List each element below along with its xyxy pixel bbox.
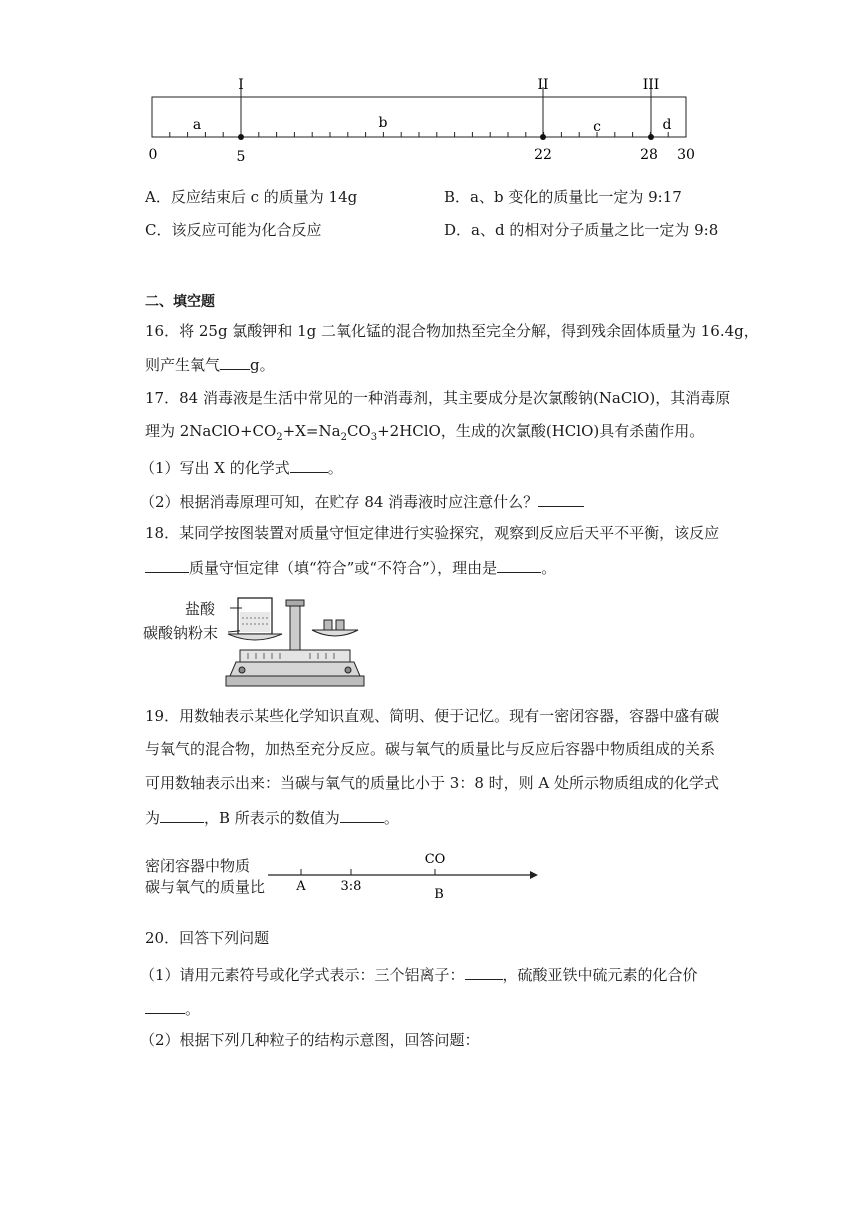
q20-part1: [140, 963, 698, 985]
q18-line2: [145, 556, 556, 578]
base: [230, 662, 360, 676]
q20-part1-mid: ，硫酸亚铁中硫元素的化合价: [502, 966, 698, 984]
q15-option-c: C．该反应可能为化合反应: [145, 221, 322, 239]
point-5: [238, 134, 244, 140]
axis-arrow: [530, 871, 538, 879]
q19-blank-b[interactable]: [340, 806, 384, 823]
q17-eq-part2: +X=Na: [282, 422, 341, 440]
q16-line2-unit: g。: [250, 356, 275, 374]
q17-sub-co3: 3: [370, 432, 378, 443]
tick-label-28: 28: [640, 147, 658, 163]
tick-label-30: 30: [677, 147, 695, 163]
q20-part1-end: 。: [185, 1000, 201, 1018]
balance-label-powder: 碳酸钠粉末: [143, 624, 219, 642]
tick-label-5: 5: [236, 149, 246, 165]
axis-label-ratio: 碳与氧气的质量比: [145, 878, 266, 896]
q18-blank2[interactable]: [497, 556, 541, 573]
roman-label-III: III: [642, 77, 660, 93]
number-axis-figure: [268, 846, 544, 904]
roman-label-I: I: [238, 77, 244, 93]
q16-answer-blank[interactable]: [220, 353, 250, 370]
segment-label-a: a: [192, 117, 202, 133]
q17-eq-part4: +2HClO，生成的次氯酸(HClO)具有杀菌作用。: [377, 422, 705, 440]
axis-label-B: B: [434, 887, 444, 902]
point-22: [540, 134, 546, 140]
q20-blank2[interactable]: [145, 997, 185, 1014]
ruler-box: [152, 97, 686, 137]
q20-title: 20．回答下列问题: [145, 929, 270, 947]
point-28: [648, 134, 654, 140]
q15-option-d: D．a、d 的相对分子质量之比一定为 9:8: [444, 221, 719, 239]
q19-line4: [145, 806, 399, 828]
q20-part1-text: （1）请用元素符号或化学式表示：三个铝离子：: [140, 966, 465, 984]
q17-sub-co2: 2: [276, 432, 283, 443]
q20-part2: （2）根据下列几种粒子的结构示意图，回答问题：: [140, 1031, 480, 1049]
q18-blank1[interactable]: [145, 556, 189, 573]
balance-figure: [220, 590, 365, 690]
q18-line1: 18．某同学按图装置对质量守恒定律进行实验探究，观察到反应后天平不平衡，该反应: [145, 524, 720, 542]
q19-line2: 与氧气的混合物，加热至充分反应。碳与氧气的质量比与反应后容器中物质组成的关系: [145, 740, 716, 758]
q17-part2-text: （2）根据消毒原理可知，在贮存 84 消毒液时应注意什么？: [140, 493, 539, 511]
mass-ruler-figure: [140, 70, 710, 170]
q16-line2: [145, 353, 275, 375]
pillar: [290, 604, 300, 654]
weight-1: [324, 620, 332, 630]
beam: [240, 650, 350, 662]
q17-part2-blank[interactable]: [538, 490, 584, 507]
segment-label-b: b: [378, 115, 388, 131]
q19-line1: 19．用数轴表示某些化学知识直观、简明、便于记忆。现有一密闭容器，容器中盛有碳: [145, 707, 720, 725]
q17-part1-end: 。: [327, 459, 343, 477]
tick-label-0: 0: [148, 147, 158, 163]
q17-part1-text: （1）写出 X 的化学式: [140, 459, 290, 477]
q17-sub-na2: 2: [340, 432, 347, 443]
q17-line1: 17．84 消毒液是生活中常见的一种消毒剂，其主要成分是次氯酸钠(NaClO)，其消毒原: [145, 389, 731, 407]
axis-label-3-8: 3:8: [340, 879, 362, 894]
tick-label-22: 22: [534, 147, 552, 163]
segment-label-d: d: [662, 117, 672, 133]
axis-label-CO: CO: [424, 852, 446, 867]
axis-label-A: A: [296, 879, 306, 894]
q19-line3: 可用数轴表示出来：当碳与氧气的质量比小于 3：8 时，则 A 处所示物质组成的化学式: [145, 774, 719, 792]
weight-2: [336, 620, 344, 630]
q17-part1: [140, 456, 343, 478]
q20-blank1[interactable]: [465, 963, 503, 980]
right-pan: [312, 630, 358, 636]
roman-label-II: II: [537, 77, 549, 93]
q19-blank-a[interactable]: [160, 806, 204, 823]
q16-line1: 16．将 25g 氯酸钾和 1g 二氧化锰的混合物加热至完全分解，得到残余固体质量为 16.4g，: [145, 322, 759, 340]
q17-line2: [145, 421, 704, 448]
axis-label-container: 密闭容器中物质: [145, 857, 251, 875]
q19-line4-b: ，B 所表示的数值为: [204, 809, 340, 827]
section-title: 二、填空题: [145, 294, 215, 310]
q18-line2-text: 质量守恒定律（填“符合”或“不符合”），理由是: [189, 559, 498, 577]
segment-label-c: c: [593, 119, 601, 135]
q17-eq-part1: 理为 2NaClO+CO: [145, 422, 277, 440]
q19-line4-c: 。: [383, 809, 399, 827]
q16-line2-text: 则产生氧气: [145, 356, 221, 374]
q17-part1-blank[interactable]: [290, 456, 328, 473]
q19-line4-a: 为: [145, 809, 161, 827]
q17-eq-part3: CO: [346, 422, 371, 440]
q18-line2-end: 。: [541, 559, 557, 577]
q15-option-a: A．反应结束后 c 的质量为 14g: [145, 188, 358, 206]
q15-option-b: B．a、b 变化的质量比一定为 9:17: [444, 188, 682, 206]
q20-part1-cont: [145, 997, 200, 1019]
q17-part2: [140, 490, 584, 512]
balance-label-acid: 盐酸: [185, 600, 216, 618]
left-pan: [228, 634, 282, 640]
